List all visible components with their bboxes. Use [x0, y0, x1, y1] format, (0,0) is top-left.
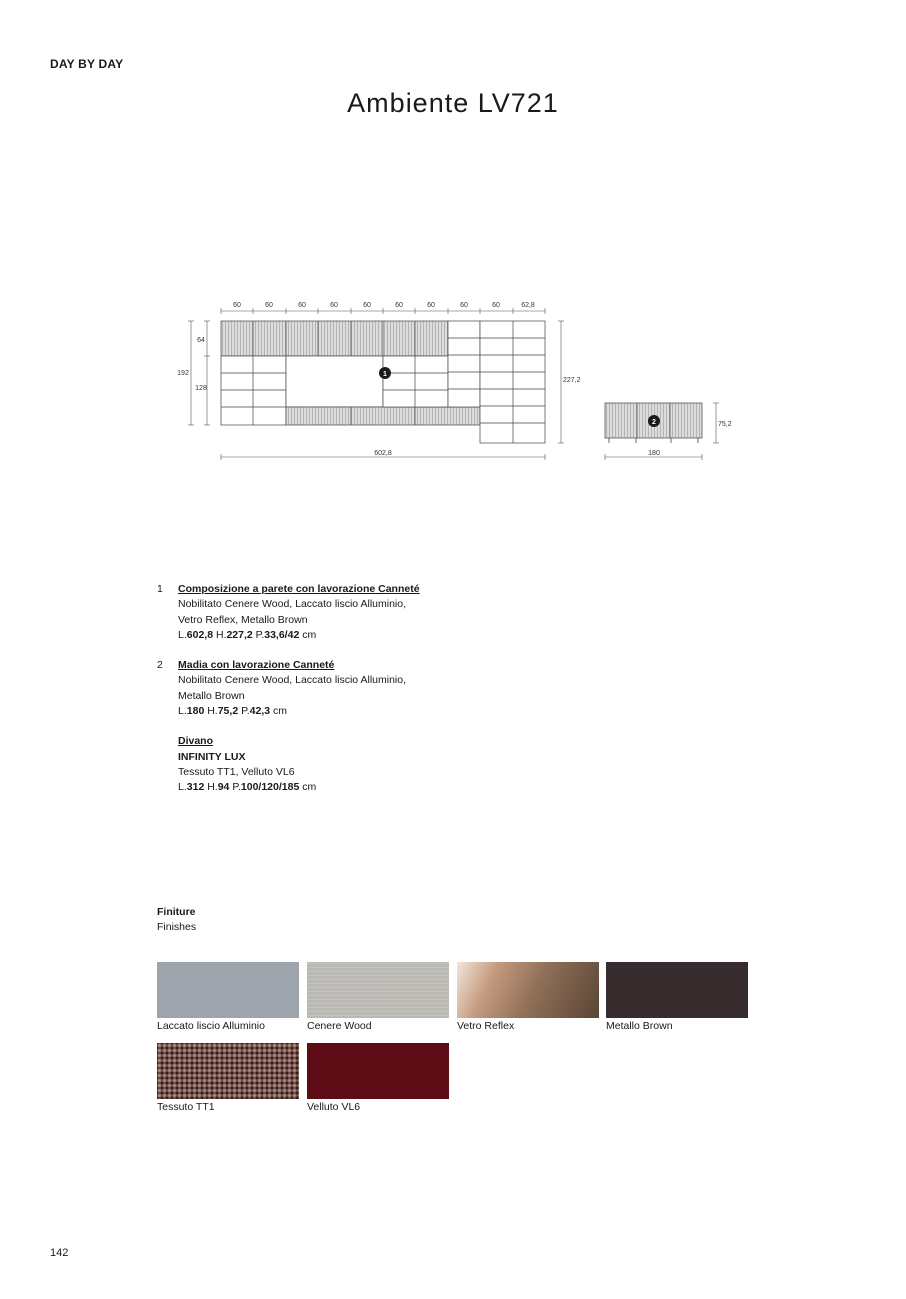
item-model: INFINITY LUX: [178, 750, 246, 763]
swatch-label: Laccato liscio Alluminio: [157, 1020, 265, 1032]
item-dimensions: L.312 H.94 P.100/120/185 cm: [178, 781, 317, 794]
width-label: 60: [298, 302, 306, 309]
swatch-label: Velluto VL6: [307, 1101, 361, 1113]
height-label-outer: 192: [177, 370, 189, 377]
marker-1-label: 1: [383, 371, 387, 378]
marker-2-label: 2: [652, 419, 656, 426]
width-label: 60: [330, 302, 338, 309]
swatch-metallo-brown: [606, 962, 748, 1018]
height-label-total: 227,2: [563, 377, 581, 384]
total-width-label: 602,8: [374, 450, 392, 457]
brand-name: DAY BY DAY: [50, 57, 124, 71]
item-description: Nobilitato Cenere Wood, Laccato liscio Alluminio,: [178, 598, 407, 611]
swatch-label: Tessuto TT1: [157, 1101, 215, 1113]
finishes-subtitle: Finishes: [157, 921, 197, 933]
swatch-velluto-vl6: [307, 1043, 449, 1099]
product-item: [157, 658, 577, 719]
item-description: Tessuto TT1, Velluto VL6: [178, 765, 295, 778]
width-label: 60: [492, 302, 500, 309]
item-title: Composizione a parete con lavorazione Canneté: [178, 583, 420, 595]
width-label: 60: [460, 302, 468, 309]
swatch-label: Metallo Brown: [606, 1020, 673, 1032]
height-label-upper: 64: [197, 337, 205, 344]
width-label: 62,8: [521, 302, 535, 309]
item-dimensions: L.602,8 H.227,2 P.33,6/42 cm: [178, 628, 317, 641]
width-label: 60: [265, 302, 273, 309]
item-title: Divano: [178, 735, 214, 748]
product-item: [157, 734, 577, 795]
page-number: 142: [50, 1247, 69, 1259]
width-label: 60: [427, 302, 435, 309]
item-title: Madia con lavorazione Canneté: [178, 659, 335, 672]
swatch-tessuto-tt1: [157, 1043, 299, 1099]
wall-composition: [221, 321, 545, 443]
width-label: 60: [233, 302, 241, 309]
swatch-label: Cenere Wood: [307, 1020, 372, 1032]
composition-drawing: [0, 0, 906, 520]
item-description: Vetro Reflex, Metallo Brown: [178, 613, 308, 626]
product-item: [157, 582, 577, 643]
swatch-label: Vetro Reflex: [457, 1020, 515, 1032]
swatch-cenere-wood: [307, 962, 449, 1018]
page-title: Ambiente LV721: [347, 88, 559, 118]
item-dimensions: L.180 H.75,2 P.42,3 cm: [178, 705, 288, 718]
item-number: 2: [157, 659, 163, 672]
item-number: 1: [157, 583, 163, 595]
swatch-laccato-alluminio: [157, 962, 299, 1018]
height-label-lower: 128: [195, 385, 207, 392]
item-description: Nobilitato Cenere Wood, Laccato liscio Alluminio,: [178, 674, 407, 687]
madia-width-label: 180: [648, 450, 660, 457]
product-list: [157, 582, 577, 811]
item-description: Metallo Brown: [178, 689, 245, 702]
width-label: 60: [395, 302, 403, 309]
finishes-title: Finiture: [157, 906, 196, 918]
madia-height-label: 75,2: [718, 421, 732, 428]
width-label: 60: [363, 302, 371, 309]
swatch-vetro-reflex: [457, 962, 599, 1018]
